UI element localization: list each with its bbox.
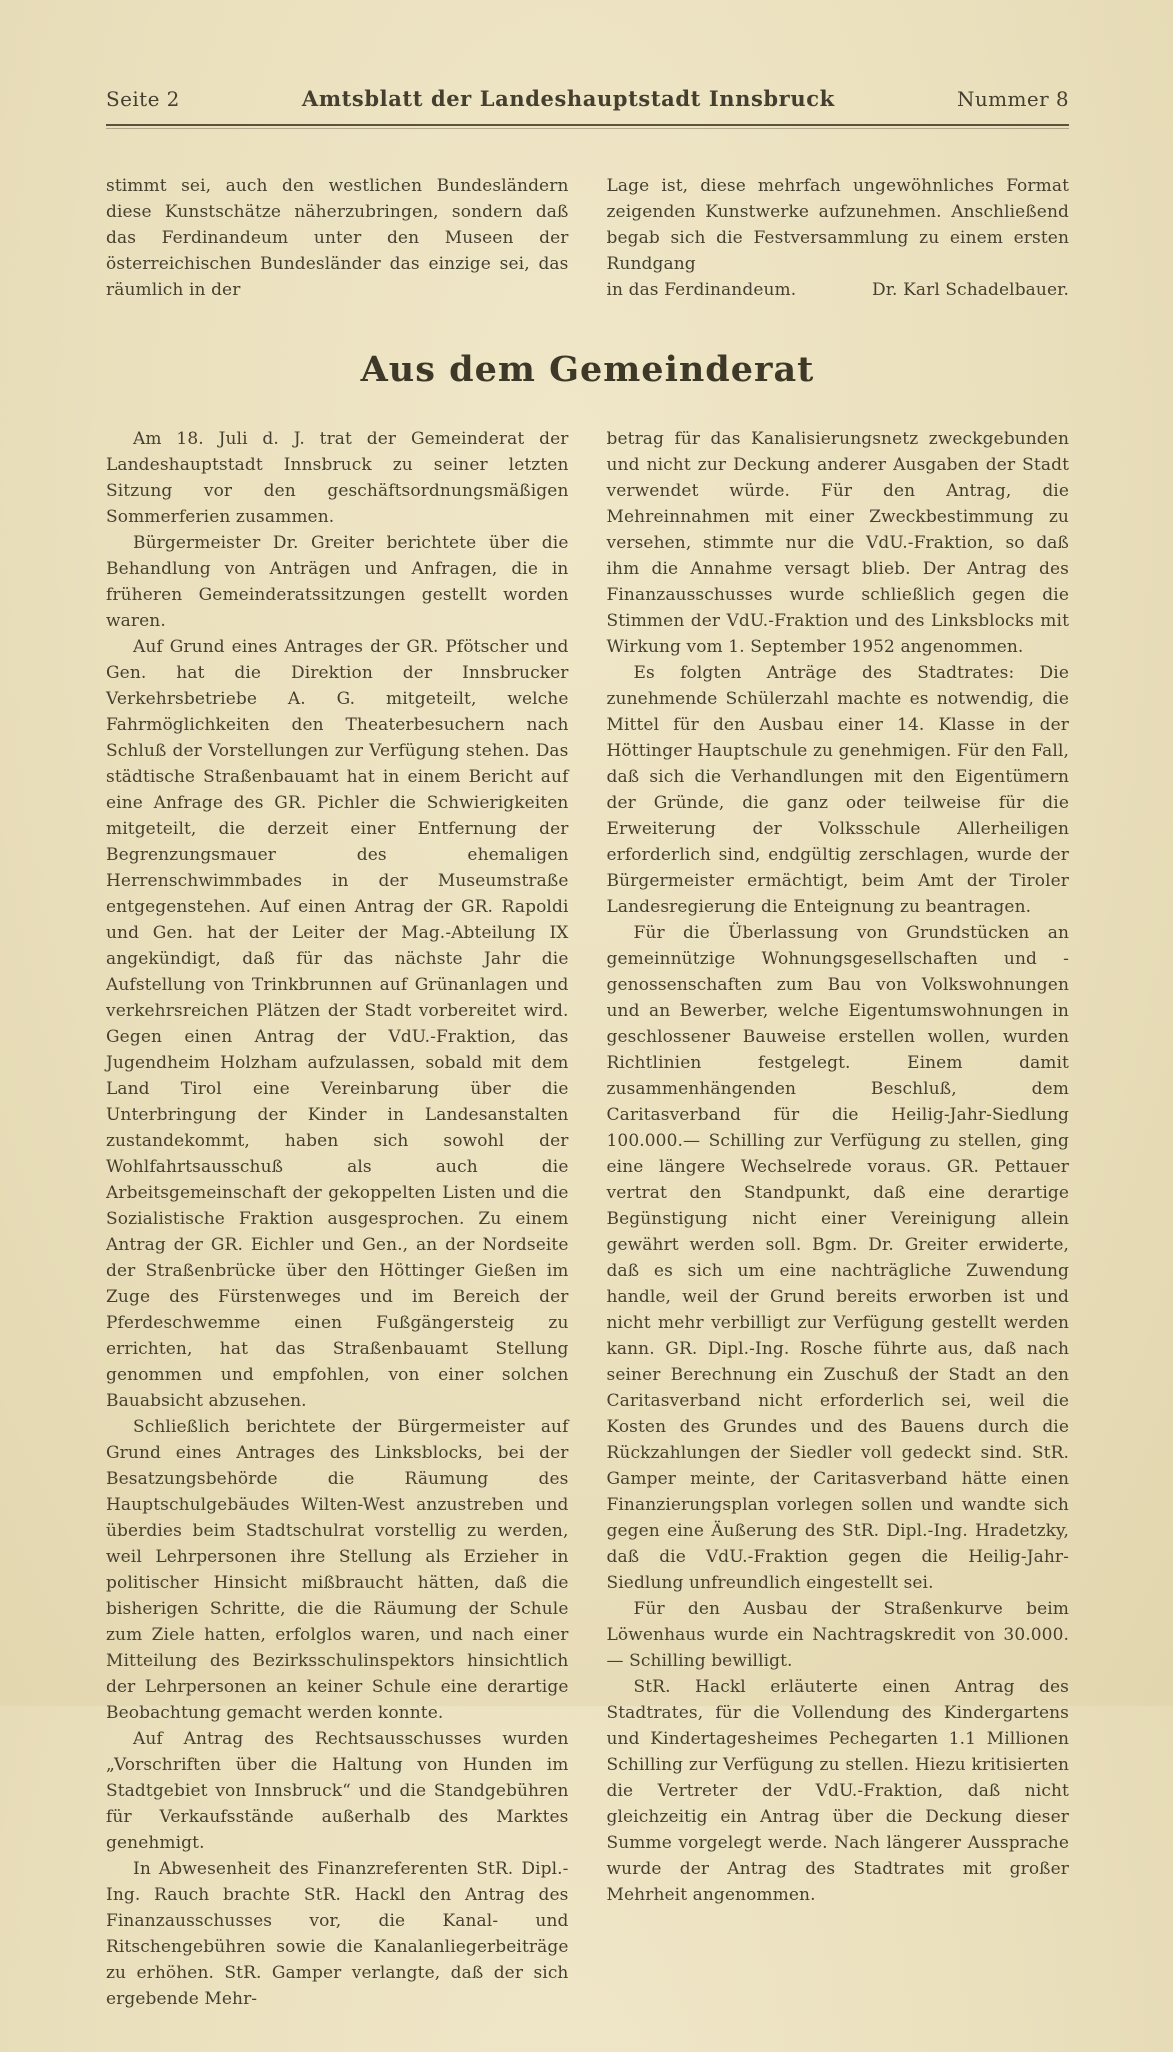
issue-number-label: Nummer 8 (956, 87, 1069, 111)
intro-article-section (106, 173, 1069, 303)
article-paragraph: betrag für das Kanalisierungsnetz zweckgebunden und nicht zur Deckung anderer Ausgaben der Stadt verwendet würde. Für den Antrag, die Mehreinnahmen mit einer Zweckbestimmung zu versehen, stimmte nur die VdU.-Fraktion, so daß ihm die Annahme versagt blieb. Der Antrag des Finanzausschusses wurde schließlich gegen die Stimmen der VdU.-Fraktion und des Linksblocks mit Wirkung vom 1. September 1952 angenommen. (606, 429, 1069, 657)
masthead-title: Amtsblatt der Landeshauptstadt Innsbruck (301, 86, 835, 111)
page-header (106, 86, 1069, 111)
article-title: Aus dem Gemeinderat (360, 349, 815, 390)
article-paragraph: Auf Antrag des Rechtsausschusses wurden „Vorschriften über die Haltung von Hunden im Stadtgebiet von Innsbruck“ und die Standgebühren für Verkaufsstände außerhalb des Marktes genehmigt. (106, 1729, 569, 1853)
article-paragraph: In Abwesenheit des Finanzreferenten StR. Dipl.-Ing. Rauch brachte StR. Hackl den Antrag des Finanzausschusses vor, die Kanal- und Ritschengebühren sowie die Kanalanliegerbeiträge zu erhöhen. StR. Gamper verlangte, daß der sich ergebende Mehr- (106, 1859, 569, 2009)
intro-left-text: stimmt sei, auch den westlichen Bundesländern diese Kunstschätze näherzubringen, sondern daß das Ferdinandeum unter den Museen der österreichischen Bundesländer das einzige sei, das räumlich in der (106, 176, 569, 300)
intro-right-last-fragment: in das Ferdinandeum. (606, 280, 797, 300)
article-paragraph: Bürgermeister Dr. Greiter berichtete über die Behandlung von Anträgen und Anfragen, die in früheren Gemeinderatssitzungen gestellt worden waren. (106, 533, 569, 631)
article-left-column (106, 426, 569, 2012)
header-divider-rule (106, 124, 1069, 129)
page-number-label: Seite 2 (106, 87, 180, 111)
article-paragraph: Auf Grund eines Antrages der GR. Pfötscher und Gen. hat die Direktion der Innsbrucker Verkehrsbetriebe A. G. mitgeteilt, welche Fahrmöglichkeiten den Theaterbesuchern nach Schluß der Vorstellungen zur Verfügung stehen. Das städtische Straßenbauamt hat in einem Bericht auf eine Anfrage des GR. Pichler die Schwierigkeiten mitgeteilt, die derzeit einer Entfernung der Begrenzungsmauer des ehemaligen Herrenschwimmbades in der Museumstraße entgegenstehen. Auf einen Antrag der GR. Rapoldi und Gen. hat der Leiter der Mag.-Abteilung IX angekündigt, daß für das nächste Jahr die Aufstellung von Trinkbrunnen auf Grünanlagen und verkehrsreichen Plätzen der Stadt vorbereitet wird. Gegen einen Antrag der VdU.-Fraktion, das Jugendheim Holzham aufzulassen, sobald mit dem Land Tirol eine Vereinbarung über die Unterbringung der Kinder in Landesanstalten zustandekommt, haben sich sowohl der Wohlfahrtsausschuß als auch die Arbeitsgemeinschaft der gekoppelten Listen und die Sozialistische Fraktion ausgesprochen. Zu einem Antrag der GR. Eichler und Gen., an der Nordseite der Straßenbrücke über den Höttinger Gießen im Zuge des Fürstenweges und im Bereich der Pferdeschwemme einen Fußgängersteig zu errichten, hat das Straßenbauamt Stellung genommen und empfohlen, von einer solchen Bauabsicht abzusehen. (106, 637, 569, 1411)
article-paragraph: Schließlich berichtete der Bürgermeister auf Grund eines Antrages des Linksblocks, bei der Besatzungsbehörde die Räumung des Hauptschulgebäudes Wilten-West anzustreben und überdies beim Stadtschulrat vorstellig zu werden, weil Lehrpersonen ihre Stellung als Erzieher in politischer Hinsicht mißbraucht hätten, daß die bisherigen Schritte, die die Räumung der Schule zum Ziele hatten, erfolglos waren, und nach einer Mitteilung des Bezirksschulinspektors hinsichtlich der Lehrpersonen an keiner Schule eine derartige Beobachtung gemacht werden konnte. (106, 1417, 569, 1723)
article-body-section (106, 426, 1069, 2012)
intro-left-column (106, 173, 569, 303)
intro-right-text: Lage ist, diese mehrfach ungewöhnliches Format zeigenden Kunstwerke aufzunehmen. Anschließend begab sich die Festversammlung zu einem ersten Rundgang (606, 176, 1069, 274)
article-paragraph: Für die Überlassung von Grundstücken an gemeinnützige Wohnungsgesellschaften und -genossenschaften zum Bau von Volkswohnungen und an Bewerber, welche Eigentumswohnungen in geschlossener Bauweise erstellen wollen, wurden Richtlinien festgelegt. Einem damit zusammenhängenden Beschluß, dem Caritasverband für die Heilig-Jahr-Siedlung 100.000.— Schilling zur Verfügung zu stellen, ging eine längere Wechselrede voraus. GR. Pettauer vertrat den Standpunkt, daß eine derartige Begünstigung nicht einer Vereinigung allein gewährt werden soll. Bgm. Dr. Greiter erwiderte, daß es sich um eine nachträgliche Zuwendung handle, weil der Grund bereits erworben ist und nicht mehr verbilligt zur Verfügung gestellt werden kann. GR. Dipl.-Ing. Rosche führte aus, daß nach seiner Berechnung ein Zuschuß der Stadt an den Caritasverband nicht erforderlich sei, weil die Kosten des Grundes und des Bauens durch die Rückzahlungen der Siedler voll gedeckt sind. StR. Gamper meinte, der Caritasverband hätte einen Finanzierungsplan vorlegen sollen und wandte sich gegen eine Äußerung des StR. Dipl.-Ing. Hradetzky, daß die VdU.-Fraktion gegen die Heilig-Jahr-Siedlung unfreundlich eingestellt sei. (606, 923, 1069, 1593)
article-right-column (607, 426, 1070, 2012)
article-paragraph: StR. Hackl erläuterte einen Antrag des Stadtrates, für die Vollendung des Kindergartens und Kindertagesheimes Pechegarten 1.1 Millionen Schilling zur Verfügung zu stellen. Hiezu kritisierten die Vertreter der VdU.-Fraktion, daß nicht gleichzeitig ein Antrag über die Deckung dieser Summe vorgelegt werde. Nach längerer Aussprache wurde der Antrag des Stadtrates mit großer Mehrheit angenommen. (606, 1677, 1069, 1905)
article-paragraph: Es folgten Anträge des Stadtrates: Die zunehmende Schülerzahl machte es notwendig, die Mittel für den Ausbau einer 14. Klasse in der Höttinger Hauptschule zu genehmigen. Für den Fall, daß sich die Verhandlungen mit den Eigentümern der Gründe, die ganz oder teilweise für die Erweiterung der Volksschule Allerheiligen erforderlich sind, endgültig zerschlagen, wurde der Bürgermeister ermächtigt, beim Amt der Tiroler Landesregierung die Enteignung zu beantragen. (606, 663, 1069, 917)
article-paragraph: Für den Ausbau der Straßenkurve beim Löwenhaus wurde ein Nachtragskredit von 30.000.— Schilling bewilligt. (606, 1599, 1069, 1671)
article-paragraph: Am 18. Juli d. J. trat der Gemeinderat der Landeshauptstadt Innsbruck zu seiner letzten Sitzung vor den geschäftsordnungsmäßigen Sommerferien zusammen. (106, 429, 569, 527)
intro-right-column (607, 173, 1070, 303)
intro-signature-line (607, 277, 1070, 303)
author-signature: Dr. Karl Schadelbauer. (871, 280, 1069, 300)
